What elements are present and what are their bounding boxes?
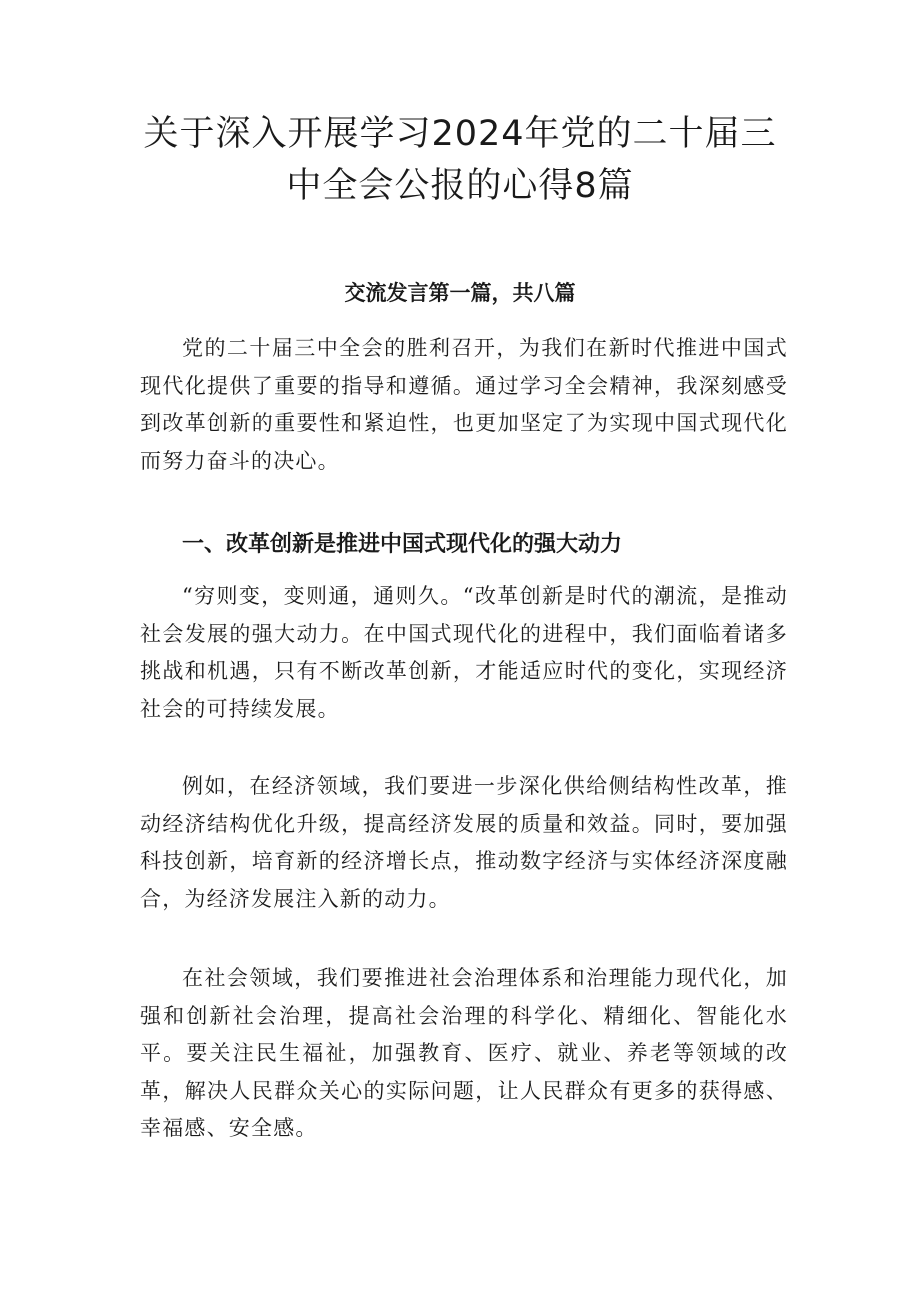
paragraph-society: 在社会领域，我们要推进社会治理体系和治理能力现代化，加强和创新社会治理，提高社会治理的科学化、精细化、智能化水平。要关注民生福祉，加强教育、医疗、就业、养老等领域的改革，解决人民群众关心的实际问题，让人民群众有更多的获得感、幸福感、安全感。 (140, 966, 788, 1141)
heading-reform-innovation: 一、改革创新是推进中国式现代化的强大动力 (182, 532, 623, 557)
paragraph-reform: “穷则变，变则通，通则久。“改革创新是时代的潮流，是推动社会发展的强大动力。在中国式现代化的进程中，我们面临着诸多挑战和机遇，只有不断改革创新，才能适应时代的变化，实现经济社会的可持续发展。 (140, 584, 788, 721)
paragraph-economy: 例如，在经济领域，我们要进一步深化供给侧结构性改革，推动经济结构优化升级，提高经济发展的质量和效益。同时，要加强科技创新，培育新的经济增长点，推动数字经济与实体经济深度融合，为经济发展注入新的动力。 (140, 774, 788, 911)
document-title: 关于深入开展学习2024年党的二十届三中全会公报的心得8篇 (143, 114, 777, 206)
section-title: 交流发言第一篇，共八篇 (344, 281, 576, 305)
paragraph-intro: 党的二十届三中全会的胜利召开，为我们在新时代推进中国式现代化提供了重要的指导和遵循。通过学习全会精神，我深刻感受到改革创新的重要性和紧迫性，也更加坚定了为实现中国式现代化而努力奋斗的决心。 (140, 336, 788, 473)
